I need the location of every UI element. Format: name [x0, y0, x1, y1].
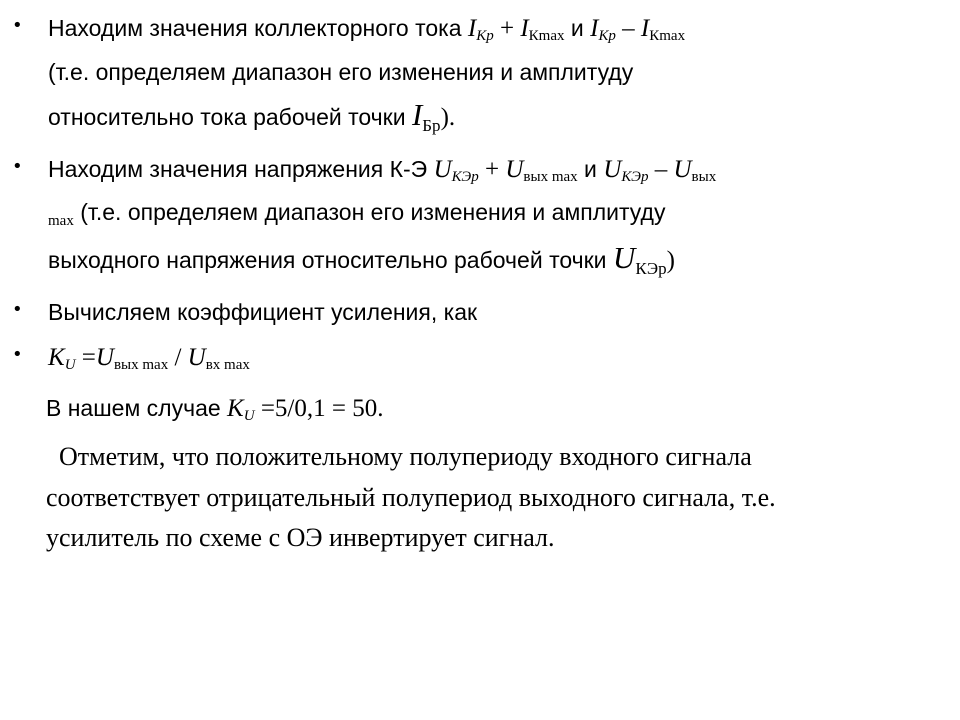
bullet-3-line-1: Вычисляем коэффициент усиления, как — [48, 299, 478, 325]
out-voltage-sub-2: вых — [691, 169, 717, 185]
plus-sign-2: + — [478, 156, 506, 183]
case-line — [46, 393, 383, 431]
bullet-2-line-3 — [48, 240, 675, 284]
bullet-4-marker: • — [12, 344, 23, 365]
and-word-2: и — [577, 156, 604, 182]
closing-paren-2: ) — [666, 247, 675, 274]
bullet-3-marker: • — [12, 299, 23, 320]
case-gain-var: K — [227, 395, 244, 422]
bullet-1-line-2: (т.е. определяем диапазон его изменения и амплитуду — [48, 59, 634, 85]
base-current-sub: Бр — [422, 116, 441, 135]
ce-point-sub: КЭр — [635, 259, 667, 278]
bullet-2-line-3-text: выходного напряжения относительно рабочей точки — [48, 247, 613, 273]
in-voltage-sub: вх max — [205, 357, 250, 373]
collector-max-sub-2: Кmax — [649, 28, 686, 44]
bullet-2-line-2-text: (т.е. определяем диапазон его изменения и амплитуду — [73, 199, 666, 225]
collector-max-var-2: I — [640, 15, 650, 42]
minus-sign: – — [615, 15, 641, 42]
plus-sign: + — [493, 15, 521, 42]
out-voltage-var: U — [505, 156, 524, 183]
ce-point-var: U — [612, 240, 636, 275]
note-line-2: соответствует отрицательный полупериод выходного сигнала, т.е. — [46, 483, 776, 512]
ce-voltage-var: U — [433, 156, 452, 183]
bullet-2-line-2 — [48, 197, 665, 236]
bullet-2-text: Находим значения напряжения К-Э — [48, 156, 434, 182]
collector-max-sub: Кmax — [528, 28, 565, 44]
gain-sub: U — [64, 357, 76, 373]
base-current-var: I — [411, 97, 423, 132]
case-text: В нашем случае — [46, 395, 228, 421]
and-word: и — [564, 15, 591, 41]
bullet-2-marker: • — [12, 156, 23, 177]
case-gain-sub: U — [243, 408, 255, 424]
bullet-1-text: Находим значения коллекторного тока — [48, 15, 468, 41]
out-voltage-var-3: U — [95, 344, 114, 371]
note-line-3: усилитель по схеме с ОЭ инвертирует сигнал. — [46, 523, 555, 552]
ce-voltage-sub: КЭр — [451, 169, 479, 185]
slash-sign: / — [168, 344, 188, 371]
collector-current-var-2: I — [590, 15, 599, 42]
ce-voltage-var-2: U — [603, 156, 622, 183]
bullet-1-line-1 — [48, 13, 685, 51]
collector-max-var: I — [520, 15, 529, 42]
ce-voltage-sub-2: КЭр — [621, 169, 649, 185]
collector-current-sub: Кр — [476, 28, 494, 44]
bullet-1-line-3 — [48, 97, 456, 141]
equals-sign: = — [75, 344, 96, 371]
bullet-1-marker: • — [12, 15, 23, 36]
bullet-2-line-1 — [48, 154, 716, 192]
note-line-1: Отметим, что положительному полупериоду входного сигнала — [46, 442, 752, 471]
closing-paren: ). — [440, 104, 456, 131]
max-subscript-cont: max — [48, 213, 74, 229]
gain-var: K — [48, 344, 65, 371]
case-value: =5/0,1 = 50. — [254, 395, 384, 422]
out-voltage-sub-3: вых max — [113, 357, 169, 373]
minus-sign-2: – — [648, 156, 674, 183]
in-voltage-var: U — [187, 344, 206, 371]
gain-formula — [48, 342, 250, 380]
bullet-1-line-3-text: относительно тока рабочей точки — [48, 104, 412, 130]
collector-current-var: I — [467, 15, 477, 42]
out-voltage-sub: вых max — [523, 169, 578, 185]
collector-current-sub-2: Кр — [598, 28, 616, 44]
out-voltage-var-2: U — [673, 156, 692, 183]
